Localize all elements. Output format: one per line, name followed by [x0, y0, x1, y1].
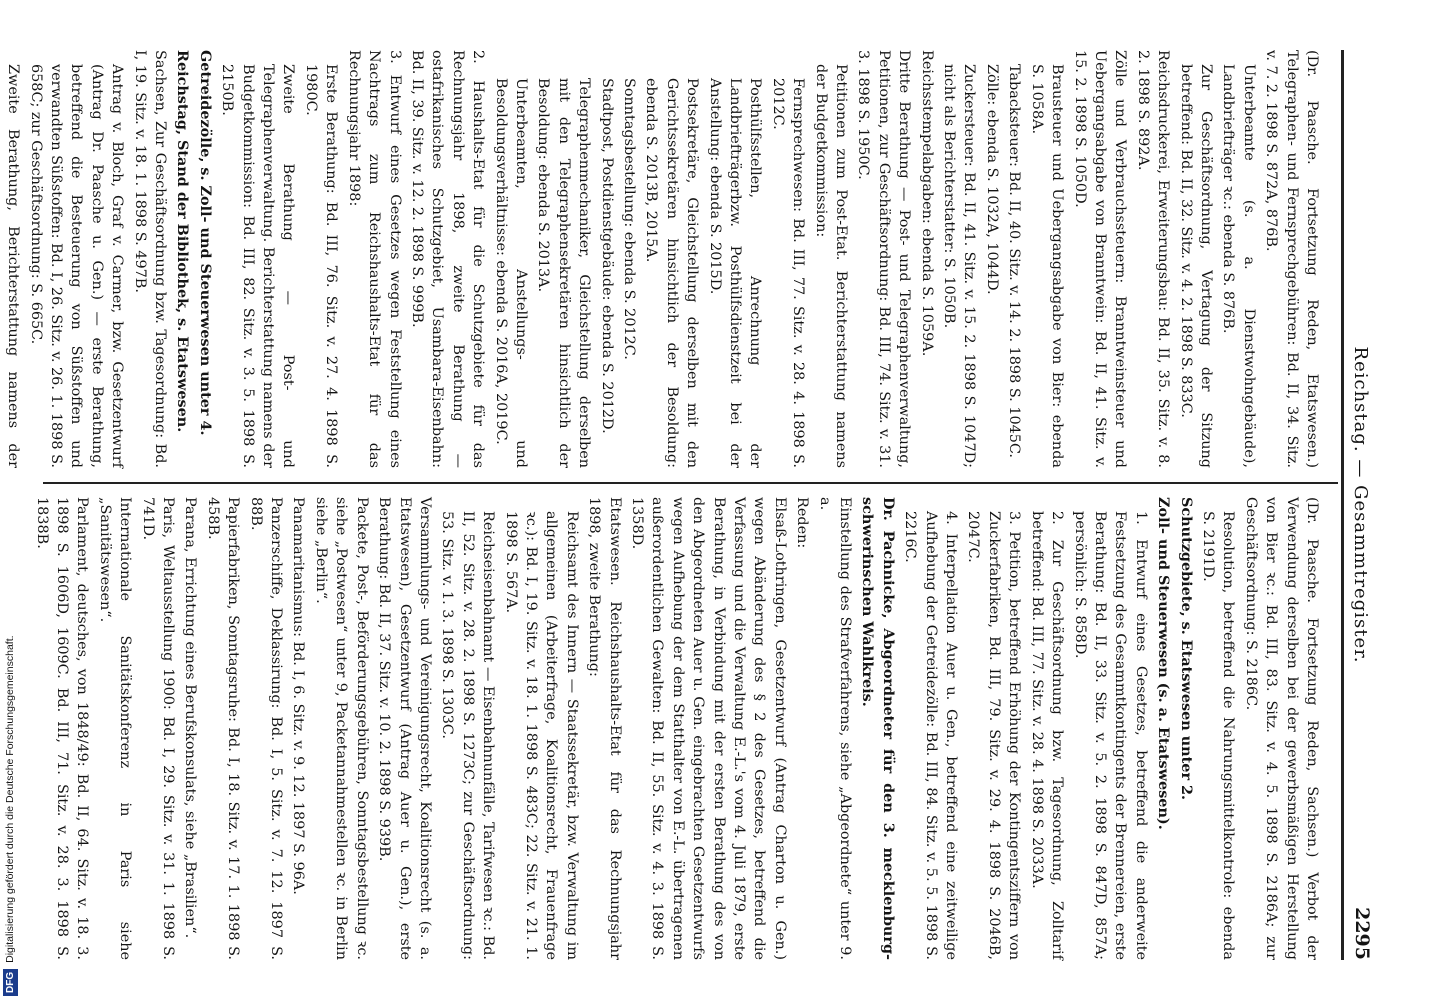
- entry-paasche-continued: (Dr. Paasche. Fortsetzung Reden, Sachsen.) Verbot der Verwendung derselben bei der gewerbsmäßigen Herstellung von Bier ꝛc.: Bd. III, 83. Sitz. v. 4. 5. 1898 S. 2186A; zur Geschäftsordnung: S. 2186C.: [1242, 497, 1320, 960]
- entry-line: Reichsstempelabgaben: ebenda S. 1059A.: [918, 50, 935, 357]
- entry-line: Posthülfsstellen, Anrechnung der Landbriefträgerbzw. Posthülfsdienstzeit bei der Anstellung: ebenda S. 2015D.: [706, 78, 764, 468]
- running-title: Reichstag. — Gesammtregister.: [1350, 346, 1371, 664]
- header-rule: [1341, 50, 1344, 960]
- entry-heading: Dr. Pachnicke, Abgeordneter für den 3. mecklenburg-schwerinschen Wahlkreis.: [859, 497, 897, 960]
- entry-line: Parana, Errichtung eines Berufskonsulats, siehe „Brasilien“.: [182, 497, 199, 939]
- entry-line: Zur Geschäftsordnung, Vertagung der Sitzung betreffend: Bd. II, 32. Sitz. v. 4. 2. 1898 S. 833C.: [1177, 64, 1214, 468]
- entry-heading: Getreidezölle, s. Zoll- und Steuerwesen unter 4.: [196, 50, 214, 436]
- footer-text-wrapper: [3, 6, 18, 996]
- column-divider: [43, 482, 1338, 484]
- entry-line: Etatswesen. Reichshaushalts-Etat für das Rechnungsjahr 1898, zweite Berathung:: [586, 497, 623, 960]
- entry-line: Telegraphenmechaniker, Gleichstellung derselben mit den Telegraphensekretären hinsichtlich der Besoldung: ebenda S. 2013A.: [535, 78, 593, 468]
- entry-line: Postsekretäre, Gleichstellung derselben mit den Gerichtssekretären hinsichtlich der Besoldung: ebenda S. 2013B, 2015A.: [643, 78, 701, 468]
- entry-line: Reichsdruckerei, Erweiterungsbau: Bd. II, 35. Sitz. v. 8. 2. 1898 S. 892A.: [1134, 50, 1172, 468]
- entry-line: 3. Entwurf eines Gesetzes wegen Feststellung eines Nachtrags zum Reichshaushalts-Etat für das Rechnungsjahr 1898:: [345, 50, 403, 468]
- entry-line: Stadtpost, Postdienstgebäude: ebenda S. 2012D.: [598, 78, 615, 434]
- entry-line: Zuckersteuer: Bd. II, 41. Sitz. v. 15. 2. 1898 S. 1047D; nicht als Berichterstatter: S. 1050B.: [941, 64, 978, 468]
- entry-line: Resolution, betreffend die Nahrungsmittelkontrole: ebenda S. 2191D.: [1199, 511, 1237, 960]
- entry-line: Erste Berathung: Bd. III, 76. Sitz. v. 27. 4. 1898 S. 1980C.: [302, 64, 340, 468]
- entry-line: Zölle: ebenda S. 1032A, 1044D.: [983, 64, 1000, 295]
- entry-line: 1. Entwurf eines Gesetzes, betreffend die anderweite Festsetzung des Gesammtkontingents der Brennereien, erste Berathung: Bd. II, 33. Sitz. v. 5. 2. 1898 S. 847D, 857A; persönlich: S. 858D.: [1071, 511, 1149, 960]
- entry-line: Versammlungs- und Vereinigungsrecht, Koalitionsrecht (s. a. Etatswesen), Gesetzentwurf (Antrag Auer u. Gen.), erste Berathung: Bd. II, 37. Sitz. v. 10. 2. 1898 S. 939B.: [376, 497, 433, 960]
- entry-line: Elsaß-Lothringen, Gesetzentwurf (Antrag Charton u. Gen.) wegen Abänderung des § 2 des Gesetzes, betreffend die Verfassung und die Verwaltung E.-L.'s vom 4. Juli 1879, erste Berathung, in Verbindung mit der ersten Berathung des von den Abgeordneten Auer u. Gen. eingebrachten Gesetzentwurfs wegen Aufhebung der dem Statthalter von E.-L. übertragenen außerordentlichen Gewalten: Bd. II, 55. Sitz. v. 4. 3. 1898 S. 1358D.: [629, 497, 788, 960]
- entry-line: Dritte Berathung — Post- und Telegraphenverwaltung, Petitionen, zur Geschäftsordnung: Bd. III, 74. Sitz. v. 31. 3. 1898 S. 1950C.: [855, 50, 913, 468]
- entry-line: 2. Zur Geschäftsordnung bzw. Tagesordnung, Zolltarif betreffend: Bd. III, 77. Sitz. v. 28. 4. 1898 S. 2033A.: [1028, 511, 1066, 960]
- entry-line: Unterbeamten, Anstellungs- und Besoldungsverhältnisse: ebenda S. 2016A, 2019C.: [492, 78, 529, 468]
- left-column: [5, 50, 1322, 468]
- page-number: 2295: [1351, 907, 1373, 960]
- entry-line: Zölle und Verbrauchssteuern: Branntweinsteuer und Uebergangsabgabe von Branntwein: Bd. II, 41. Sitz. v. 15. 2. 1898 S. 1050D.: [1071, 50, 1129, 468]
- entry-line: Panamaritanismus: Bd. I, 6. Sitz. v. 9. 12. 1897 S. 96A.: [290, 497, 307, 895]
- entry-paasche-continued: (Dr. Paasche. Fortsetzung Reden, Etatswesen.) Telegraphen- und Fernsprechgebühren: Bd. II, 34. Sitz. v. 7. 2. 1898 S. 872A, 876B.: [1263, 50, 1320, 468]
- entry-line: Sachsen, Zur Geschäftsordnung bzw. Tagesordnung: Bd. I, 19. Sitz. v. 18. 1. 1898 S. 497B.: [131, 50, 169, 468]
- entry-line: Internationale Sanitätskonferenz in Paris siehe „Sanitätswesen“.: [96, 497, 134, 960]
- entry-heading: Reichstag, Stand der Bibliothek, s. Etatswesen.: [174, 50, 192, 433]
- entry-line: Sonntagsbestellung: ebenda S. 2012C.: [621, 78, 637, 360]
- entry-line: 3. Petition, betreffend Erhöhung der Kontingentsziffern von Zuckerfabriken, Bd. III, 79. Sitz. v. 29. 4. 1898 S. 2046B, 2047C.: [965, 511, 1023, 960]
- entry-line: Packete, Post-, Beförderungsgebühren, Sonntagsbestellung ꝛc. siehe „Postwesen“ unter 9, Packetannahmestellen ꝛc. in Berlin siehe „Berlin“.: [312, 497, 370, 960]
- entry-line: Fernsprechwesen: Bd. III, 77. Sitz. v. 28. 4. 1898 S. 2012C.: [769, 78, 807, 468]
- entry-line: Panzerschiffe, Deklassirung: Bd. I, 5. Sitz. v. 7. 12. 1897 S. 88B.: [247, 497, 285, 960]
- entry-line: Unterbeamte (s. a. Dienstwohngebäude), Landbriefträger ꝛc.: ebenda S. 876B.: [1220, 64, 1257, 468]
- entry-line: Zweite Berathung — Post- und Telegraphenverwaltung. Berichterstattung namens der Budgetkommission: Bd. III, 82. Sitz. v. 3. 5. 1898 S. 2150B.: [219, 64, 297, 468]
- right-column: [33, 497, 1322, 960]
- entry-line: Einstellung des Strafverfahrens, siehe „Abgeordnete“ unter 9. a.: [816, 497, 854, 960]
- entry-line: 4. Interpellation Auer u. Gen., betreffend eine zeitweilige Aufhebung der Getreidezölle: Bd. III, 84. Sitz. v. 5. 5. 1898 S. 2216C.: [902, 511, 960, 960]
- entry-line: Reichsamt des Innern — Staatssekretär, bzw. Verwaltung im allgemeinen (Arbeiterfrage, Koalitionsrecht, Frauenfrage ꝛc.): Bd. I, 19. Sitz. v. 18. 1. 1898 S. 483C; 22. Sitz. v. 21. 1. 1898 S. 567A.: [502, 511, 580, 960]
- entry-line: Paris, Weltausstellung 1900: Bd. I, 29. Sitz. v. 31. 1. 1898 S. 741D.: [139, 497, 177, 960]
- entry-line: Tabacksteuer: Bd. II, 40. Sitz. v. 14. 2. 1898 S. 1045C.: [1006, 64, 1023, 459]
- entry-heading: Schutzgebiete, s. Etatswesen unter 2.: [1177, 497, 1195, 801]
- entry-line: Parlament, deutsches, von 1848/49: Bd. II, 64. Sitz. v. 18. 3. 1898 S. 1606D, 1609C. Bd. III, 71. Sitz. v. 28. 3. 1898 S. 1838B.: [33, 497, 91, 960]
- entry-line: Petitionen zum Post-Etat. Berichterstattung namens der Budgetkommission:: [812, 64, 850, 468]
- entry-line: 2. Haushalts-Etat für die Schutzgebiete für das Rechnungsjahr 1898, zweite Berathung — ostafrikanisches Schutzgebiet, Usambara-Eisenbahn: Bd. II, 39. Sitz. v. 12. 2. 1898 S. 999B.: [408, 50, 487, 468]
- digitization-footer: [3, 6, 18, 996]
- dfg-logo: DFG: [3, 969, 18, 996]
- entry-line: Reichseisenbahnamt — Eisenbahnunfälle, Tarifwesen ꝛc.: Bd. II, 52. Sitz. v. 28. 2. 1898 S. 1273C; zur Geschäftsordnung: 53. Sitz. v. 1. 3. 1898 S. 1303C.: [439, 511, 497, 960]
- entry-line: Papierfabriken, Sonntagsruhe: Bd. I, 18. Sitz. v. 17. 1. 1898 S. 458B.: [204, 497, 242, 960]
- entry-heading: Zoll- und Steuerwesen (s. a. Etatswesen).: [1155, 497, 1173, 830]
- entry-line: Brausteuer und Uebergangsabgabe von Bier: ebenda S. 1058A.: [1028, 64, 1066, 468]
- footer-credit: Digitalisierung gefördert durch die Deutsche Forschungsgemeinschaft.: [4, 635, 16, 963]
- entry-line: Antrag v. Bloch, Graf v. Carmer, bzw. Gesetzentwurf (Antrag Dr. Paasche u. Gen.) — erste Berathung, betreffend die Besteuerung von Süßstoffen und verwandten Süßstoffen: Bd. I, 26. Sitz. v. 26. 1. 1898 S. 658C; zur Geschäftsordnung: S. 665C.: [27, 64, 126, 468]
- entry-line: Zweite Berathung, Berichterstattung namens der: [5, 64, 22, 468]
- entry-line: Reden:: [794, 497, 811, 549]
